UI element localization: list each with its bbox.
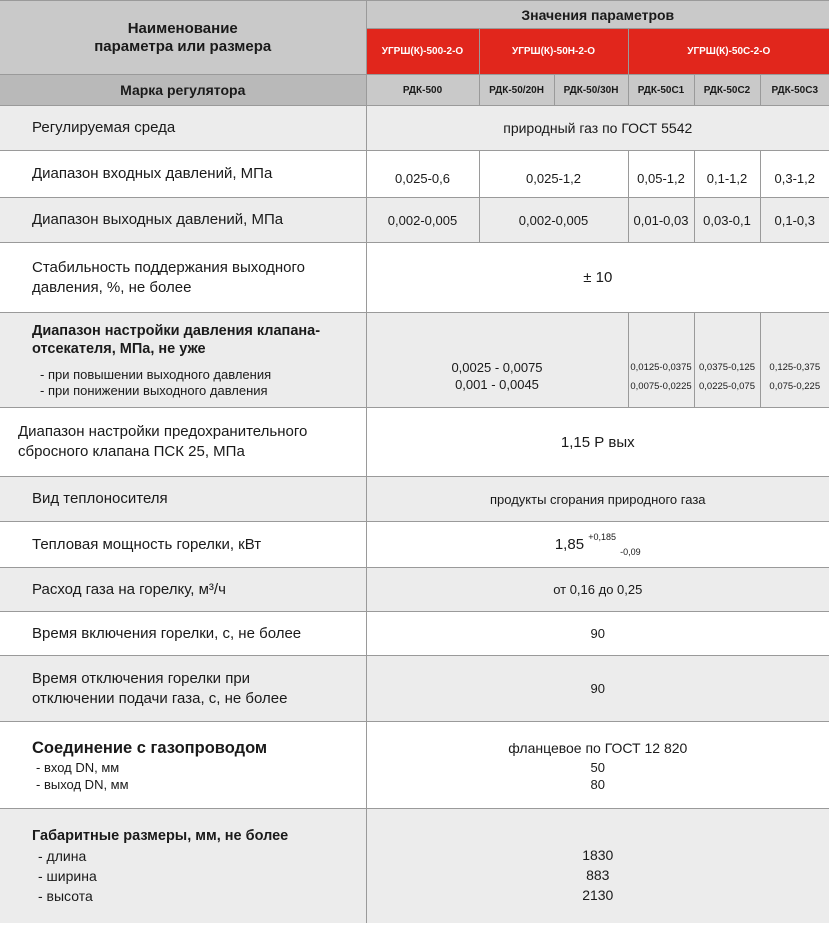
dimensions-label: Габаритные размеры, мм, не более (32, 827, 289, 844)
row-gas-flow-label: Расход газа на горелку, м³/ч (0, 568, 366, 612)
stability-label-line2: давления, %, не более (32, 278, 192, 296)
cutoff-c1-decrease: 0,0075-0,0225 (630, 381, 692, 392)
row-burner-power-label: Тепловая мощность горелки, кВт (0, 522, 366, 568)
row-connection-values (366, 722, 829, 809)
connection-label: Соединение с газопроводом (32, 739, 268, 757)
row-output-pressure-label: Диапазон выходных давлений, МПа (0, 198, 366, 243)
connection-outlet-value: 80 (590, 777, 605, 792)
cutoff-c1-increase: 0,0125-0,0375 (630, 362, 692, 373)
cutoff-main-values (366, 313, 628, 408)
connection-sub-inlet: - вход DN, мм (36, 760, 120, 775)
row-input-pressure-label: Диапазон входных давлений, МПа (0, 151, 366, 198)
model-rdk-50-20n: РДК-50/20Н (479, 75, 554, 106)
connection-inlet-value: 50 (590, 760, 605, 775)
dimensions-length-value: 1830 (582, 846, 614, 863)
dimensions-sub-length: - длина (38, 847, 87, 864)
off-time-label-line2: отключении подачи газа, с, не более (32, 689, 288, 707)
row-dimensions-label (0, 809, 366, 923)
connection-sub-outlet: - выход DN, мм (36, 777, 129, 792)
stability-label-line1: Стабильность поддержания выходного (32, 258, 306, 276)
cutoff-c3-decrease: 0,075-0,225 (769, 381, 821, 392)
model-rdk-50-30n: РДК-50/30Н (554, 75, 628, 106)
row-relief-value: 1,15 Р вых (366, 408, 829, 477)
input-pressure-value: 0,1-1,2 (694, 151, 760, 198)
cutoff-sub-increase: - при повышении выходного давления (40, 367, 272, 382)
group-header-3: УГРШ(К)-50С-2-О (628, 29, 829, 75)
cutoff-c1-values (628, 313, 694, 408)
row-burner-power-value (366, 522, 829, 568)
output-pressure-value: 0,03-0,1 (694, 198, 760, 243)
dimensions-width-value: 883 (586, 866, 610, 883)
row-relief-label (0, 408, 366, 477)
cutoff-c2-decrease: 0,0225-0,075 (699, 381, 755, 392)
output-pressure-value: 0,01-0,03 (628, 198, 694, 243)
cutoff-c3-increase: 0,125-0,375 (769, 362, 821, 373)
row-heat-carrier-value: продукты сгорания природного газа (366, 477, 829, 522)
row-medium-value: природный газ по ГОСТ 5542 (366, 106, 829, 151)
input-pressure-value: 0,05-1,2 (628, 151, 694, 198)
row-cutoff-label (0, 313, 366, 408)
off-time-label-line1: Время отключения горелки при (32, 669, 251, 687)
brand-label: Марка регулятора (0, 75, 366, 106)
cutoff-sub-decrease: - при понижении выходного давления (40, 383, 268, 398)
cutoff-c2-values (694, 313, 760, 408)
model-rdk-50c2: РДК-50С2 (694, 75, 760, 106)
row-off-time-label (0, 656, 366, 722)
cutoff-label-line2: отсекателя, МПа, не уже (32, 341, 206, 357)
relief-label-line1: Диапазон настройки предохранительного (18, 423, 308, 440)
group-header-1: УГРШ(К)-500-2-О (366, 29, 479, 75)
cutoff-label-line1: Диапазон настройки давления клапана- (32, 323, 321, 339)
model-rdk-50c1: РДК-50С1 (628, 75, 694, 106)
dimensions-sub-width: - ширина (38, 867, 97, 884)
row-on-time-label: Время включения горелки, с, не более (0, 612, 366, 656)
row-connection-label (0, 722, 366, 809)
cutoff-main-increase: 0,0025 - 0,0075 (451, 360, 543, 375)
input-pressure-value: 0,025-1,2 (479, 151, 628, 198)
row-on-time-value: 90 (366, 612, 829, 656)
group-header-2: УГРШ(К)-50Н-2-О (479, 29, 628, 75)
row-stability-label (0, 243, 366, 313)
row-stability-value: ± 10 (366, 243, 829, 313)
model-rdk-500: РДК-500 (366, 75, 479, 106)
cutoff-main-decrease: 0,001 - 0,0045 (455, 377, 539, 392)
connection-value: фланцевое по ГОСТ 12 820 (508, 740, 688, 756)
cutoff-c3-values (760, 313, 829, 408)
dimensions-sub-height: - высота (38, 887, 93, 904)
row-heat-carrier-label: Вид теплоносителя (0, 477, 366, 522)
input-pressure-value: 0,025-0,6 (366, 151, 479, 198)
input-pressure-value: 0,3-1,2 (760, 151, 829, 198)
burner-power-plus-tolerance: +0,185 (588, 531, 616, 542)
model-rdk-50c3: РДК-50С3 (760, 75, 829, 106)
dimensions-height-value: 2130 (582, 886, 614, 903)
output-pressure-value: 0,002-0,005 (366, 198, 479, 243)
relief-label-line2: сбросного клапана ПСК 25, МПа (18, 443, 245, 460)
burner-power-base: 1,85 (554, 535, 585, 553)
row-off-time-value: 90 (366, 656, 829, 722)
param-name-line1: Наименование (127, 19, 238, 37)
param-name-header (0, 1, 366, 75)
row-dimensions-values (366, 809, 829, 923)
cutoff-c2-increase: 0,0375-0,125 (699, 362, 755, 373)
output-pressure-value: 0,002-0,005 (479, 198, 628, 243)
values-title: Значения параметров (366, 1, 829, 29)
row-gas-flow-value: от 0,16 до 0,25 (366, 568, 829, 612)
row-medium-label: Регулируемая среда (0, 106, 366, 151)
param-name-line2: параметра или размера (94, 37, 272, 55)
burner-power-minus-tolerance: -0,09 (620, 546, 641, 557)
output-pressure-value: 0,1-0,3 (760, 198, 829, 243)
